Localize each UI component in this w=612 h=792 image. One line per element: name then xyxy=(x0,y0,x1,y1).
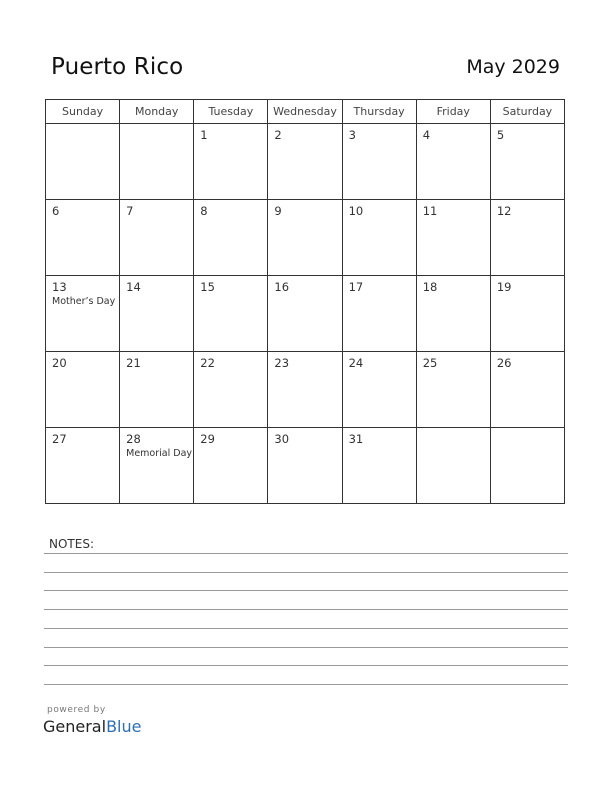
day-number: 5 xyxy=(496,128,505,142)
day-cell xyxy=(268,124,342,200)
week-row xyxy=(46,428,565,504)
weekday-tuesday: Tuesday xyxy=(194,100,268,124)
weekday-header-row xyxy=(46,100,565,124)
day-cell xyxy=(194,200,268,276)
week-row xyxy=(46,124,565,200)
day-cell xyxy=(120,200,194,276)
day-cell xyxy=(120,276,194,352)
weekday-monday: Monday xyxy=(120,100,194,124)
day-cell xyxy=(490,352,564,428)
day-number: 21 xyxy=(126,356,141,370)
note-line xyxy=(44,553,568,554)
note-line xyxy=(44,665,568,666)
day-cell xyxy=(490,200,564,276)
day-cell xyxy=(268,352,342,428)
day-number: 31 xyxy=(348,432,364,446)
day-number: 28 xyxy=(126,432,141,446)
day-cell xyxy=(194,428,268,504)
note-line xyxy=(44,572,568,573)
brand-general: General xyxy=(43,717,107,736)
day-cell xyxy=(490,428,564,504)
day-cell xyxy=(416,276,490,352)
note-line xyxy=(44,647,568,648)
day-number: 19 xyxy=(496,280,512,294)
day-number: 13 xyxy=(52,280,67,294)
day-number: 4 xyxy=(422,128,431,142)
day-number: 9 xyxy=(274,204,282,218)
day-cell xyxy=(268,276,342,352)
brand-logo xyxy=(43,717,141,736)
calendar-grid xyxy=(45,99,565,504)
day-cell xyxy=(342,352,416,428)
day-cell xyxy=(46,352,120,428)
note-line xyxy=(44,628,568,629)
week-row xyxy=(46,276,565,352)
day-number: 23 xyxy=(274,356,290,370)
day-cell xyxy=(342,200,416,276)
day-cell xyxy=(490,124,564,200)
powered-by-label: powered by xyxy=(47,705,106,715)
day-number: 7 xyxy=(126,204,134,218)
day-number: 20 xyxy=(52,356,67,370)
day-cell xyxy=(416,428,490,504)
day-number: 2 xyxy=(274,128,282,142)
notes-label: NOTES: xyxy=(49,537,94,551)
week-row xyxy=(46,200,565,276)
weekday-thursday: Thursday xyxy=(342,100,416,124)
day-number: 26 xyxy=(496,356,512,370)
day-cell xyxy=(194,352,268,428)
day-cell xyxy=(268,428,342,504)
day-cell xyxy=(416,200,490,276)
holiday-label: Mother’s Day xyxy=(52,296,116,307)
day-cell xyxy=(342,124,416,200)
week-row xyxy=(46,352,565,428)
day-number: 10 xyxy=(348,204,364,218)
day-number: 11 xyxy=(422,204,438,218)
day-cell xyxy=(46,124,120,200)
day-number: 8 xyxy=(200,204,208,218)
weekday-wednesday: Wednesday xyxy=(268,100,342,124)
day-number: 12 xyxy=(496,204,512,218)
day-number: 1 xyxy=(200,128,208,142)
day-cell xyxy=(46,428,120,504)
day-cell xyxy=(268,200,342,276)
day-cell xyxy=(490,276,564,352)
note-line xyxy=(44,684,568,685)
weekday-sunday: Sunday xyxy=(46,100,120,124)
day-cell xyxy=(120,124,194,200)
day-number: 22 xyxy=(200,356,215,370)
note-line xyxy=(44,609,568,610)
weekday-friday: Friday xyxy=(416,100,490,124)
note-line xyxy=(44,590,568,591)
page-title: Puerto Rico xyxy=(51,54,184,80)
day-cell xyxy=(416,352,490,428)
day-cell xyxy=(46,200,120,276)
day-number: 24 xyxy=(348,356,364,370)
day-cell xyxy=(120,428,194,504)
day-cell xyxy=(342,428,416,504)
brand-blue: Blue xyxy=(106,717,142,736)
day-cell xyxy=(342,276,416,352)
day-cell xyxy=(46,276,120,352)
month-year-label: May 2029 xyxy=(466,56,560,78)
day-number: 3 xyxy=(348,128,356,142)
day-number: 25 xyxy=(422,356,438,370)
day-cell xyxy=(194,276,268,352)
day-number: 29 xyxy=(200,432,215,446)
day-number: 6 xyxy=(52,204,60,218)
day-number: 18 xyxy=(422,280,438,294)
day-number: 27 xyxy=(52,432,67,446)
day-cell xyxy=(120,352,194,428)
weekday-saturday: Saturday xyxy=(490,100,564,124)
day-number: 17 xyxy=(348,280,364,294)
day-cell xyxy=(194,124,268,200)
day-number: 15 xyxy=(200,280,215,294)
day-cell xyxy=(416,124,490,200)
holiday-label: Memorial Day xyxy=(126,448,193,459)
day-number: 14 xyxy=(126,280,141,294)
day-number: 16 xyxy=(274,280,290,294)
day-number: 30 xyxy=(274,432,290,446)
